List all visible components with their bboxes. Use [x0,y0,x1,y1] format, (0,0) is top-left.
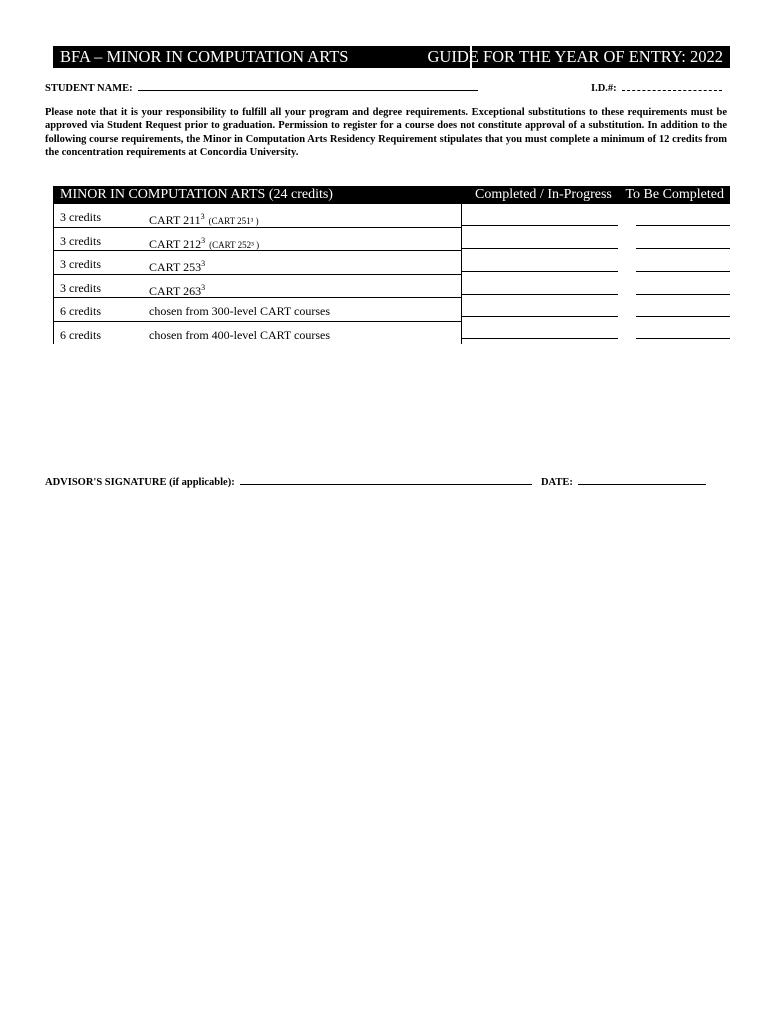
completed-blank[interactable] [462,248,618,249]
course-cell: CART $253^3$ [149,259,206,274]
completed-blank[interactable] [462,225,618,226]
student-name-field[interactable] [138,80,478,91]
credits-cell: 3 credits [60,233,101,248]
table-row [54,275,461,299]
advisor-signature-label: ADVISOR'S SIGNATURE (if applicable): [45,477,235,488]
column-todo-header: To Be Completed [625,187,724,202]
credits-cell: 3 credits [60,280,101,295]
guide-header [53,46,730,68]
requirements-header [53,186,730,204]
year-of-entry: GUIDE FOR THE YEAR OF ENTRY: 2022 [427,47,723,66]
signature-row [45,474,706,490]
column-completed-header: Completed / In-Progress [475,187,612,202]
table-row [54,204,461,228]
program-title: BFA – MINOR IN COMPUTATION ARTS [60,47,349,66]
course-cell: CART $212^3$ (CART 252³ ) [149,235,260,251]
completed-blank[interactable] [462,294,618,295]
credits-cell: 3 credits [60,257,101,271]
todo-blank[interactable] [636,271,730,272]
credits-cell: 3 credits [60,210,101,224]
completed-blank[interactable] [462,338,618,339]
todo-blank[interactable] [636,338,730,339]
todo-blank[interactable] [636,316,730,317]
todo-blank[interactable] [636,248,730,249]
table-row [54,228,461,252]
equivalent-course: (CART 251³ ) [208,216,259,226]
course-cell: CART $211^3$ (CART 251³ ) [149,212,259,227]
responsibility-notice: Please note that it is your responsibility to fulfill all your program and degree requirements. Exceptional substitutions to these requirements must be approved via Student Request prior to graduation. Permission to register for a course does not constitute approval of a substitution. In addition to the following course requirements, the Minor in Computation Arts Residency Requirement stipulates that you must complete a minimum of 12 credits from the concentration requirements at Concordia University. [45,107,727,158]
equivalent-course: (CART 252³ ) [209,239,260,250]
completed-blank[interactable] [462,271,618,272]
date-label: DATE: [540,477,573,488]
requirements-table [53,204,462,344]
todo-blank[interactable] [636,294,730,295]
todo-blank[interactable] [636,225,730,226]
table-row [54,298,461,322]
course-cell: chosen from 300-level CART courses [149,304,331,318]
student-name-row [45,80,478,96]
course-cell: chosen from 400-level CART courses [149,327,331,342]
course-cell: CART $263^3$ [149,282,206,298]
student-name-label: STUDENT NAME: [45,83,133,94]
id-row [591,80,722,96]
table-row [54,251,461,275]
date-field[interactable] [578,474,706,485]
credits-cell: 6 credits [60,327,101,342]
id-field[interactable] [622,80,722,91]
id-label: I.D.#: [591,83,617,94]
completed-blank[interactable] [462,316,618,317]
advisor-signature-field[interactable] [240,474,532,485]
credits-cell: 6 credits [60,304,101,318]
table-row [54,322,461,345]
requirements-title: MINOR IN COMPUTATION ARTS (24 credits) [60,187,333,202]
